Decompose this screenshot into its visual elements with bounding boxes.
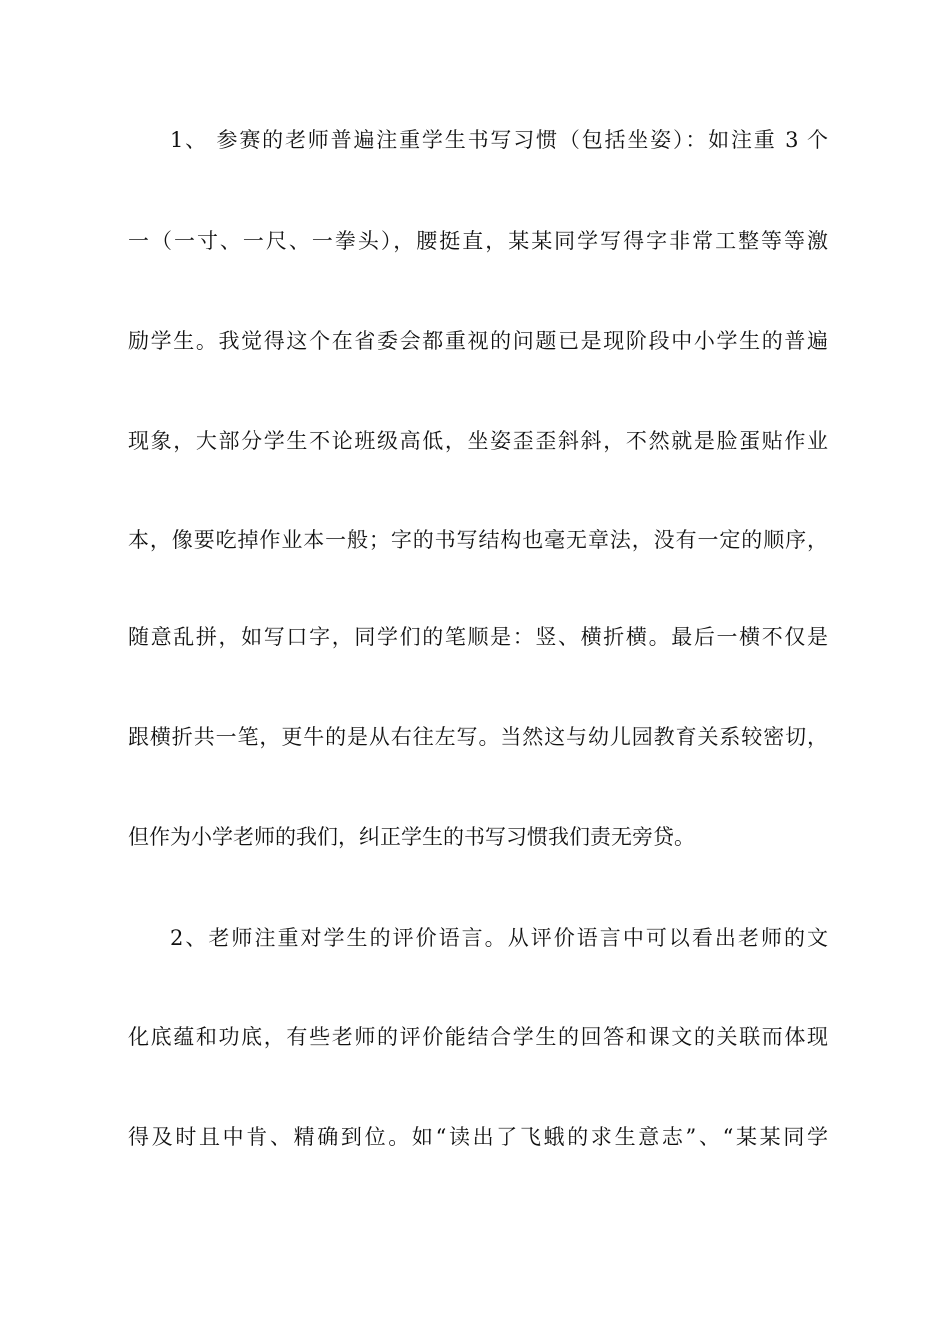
paragraph-1-line-6: 随意乱拼，如写口字，同学们的笔顺是：竖、横折横。最后一横不仅是 [128, 625, 828, 649]
paragraph-1-line-7: 跟横折共一笔，更牛的是从右往左写。当然这与幼儿园教育关系较密切， [128, 725, 828, 749]
paragraph-1-line-4: 现象，大部分学生不论班级高低，坐姿歪歪斜斜，不然就是脸蛋贴作业 [128, 429, 828, 453]
paragraph-1-line-8: 但作为小学老师的我们，纠正学生的书写习惯我们责无旁贷。 [128, 825, 695, 849]
paragraph-1-line-1: 1、 参赛的老师普遍注重学生书写习惯（包括坐姿）：如注重 3 个 [170, 128, 828, 152]
paragraph-2-line-1: 2、老师注重对学生的评价语言。从评价语言中可以看出老师的文 [170, 926, 828, 950]
paragraph-1-line-5: 本，像要吃掉作业本一般；字的书写结构也毫无章法，没有一定的顺序， [128, 528, 828, 552]
paragraph-1-line-3: 励学生。我觉得这个在省委会都重视的问题已是现阶段中小学生的普遍 [128, 329, 828, 353]
paragraph-2-line-2: 化底蕴和功底，有些老师的评价能结合学生的回答和课文的关联而体现 [128, 1025, 828, 1049]
paragraph-1-line-2: 一（一寸、一尺、一拳头），腰挺直，某某同学写得字非常工整等等激 [128, 229, 828, 253]
paragraph-2-line-3: 得及时且中肯、精确到位。如“读出了飞蛾的求生意志”、“某某同学 [128, 1125, 828, 1149]
